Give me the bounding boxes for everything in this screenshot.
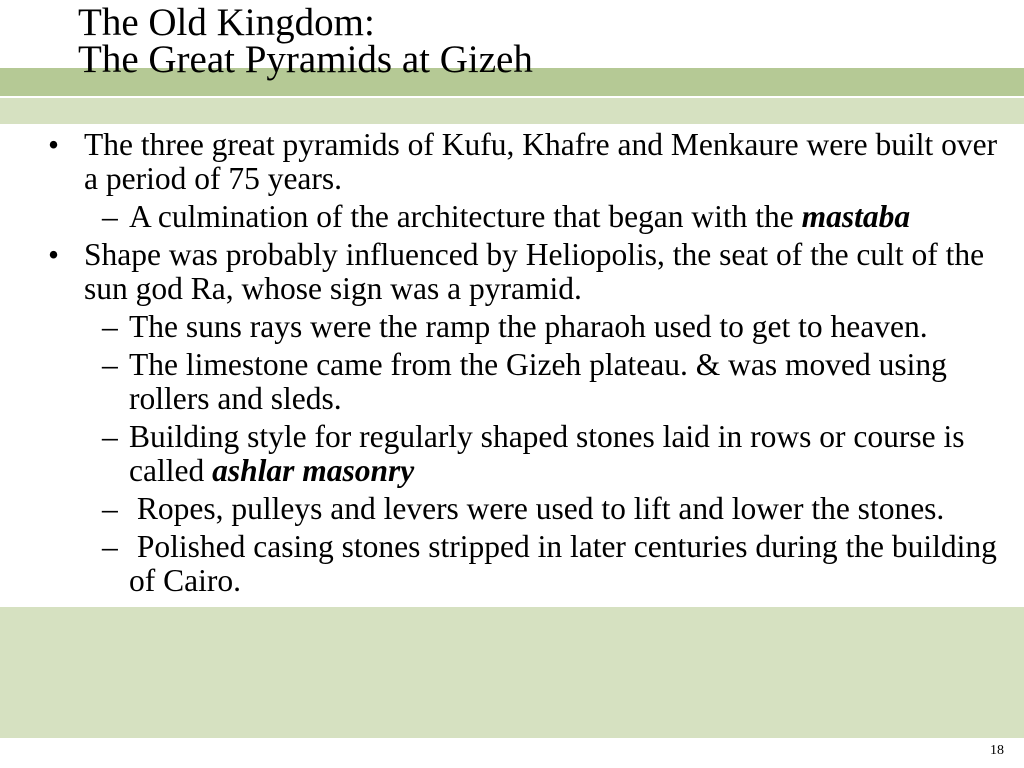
emphasis-mastaba: mastaba — [801, 199, 911, 234]
sub-bullet-text: The suns rays were the ramp the pharaoh used to get to heaven. — [129, 309, 928, 344]
title-band-divider — [0, 96, 1024, 98]
dash-marker: – — [102, 347, 118, 382]
sub-bullet-ropes — [102, 492, 998, 526]
slide-title — [78, 1, 533, 81]
bullet-pyramids-built — [48, 128, 998, 196]
slide-title-line-1: The Old Kingdom: — [78, 1, 375, 44]
dash-marker: – — [102, 491, 118, 526]
dash-marker: – — [102, 419, 118, 454]
bottom-band — [0, 607, 1024, 738]
sub-bullet-sun-rays — [102, 310, 998, 344]
page-number: 18 — [990, 743, 1004, 758]
sub-bullet-text: Polished casing stones stripped in later centuries during the building of Cairo. — [129, 529, 1005, 598]
sub-bullet-casing-stones — [102, 529, 1005, 598]
bullet-shape-heliopolis — [48, 238, 998, 306]
sub-bullet-text: A culmination of the architecture that began with the — [129, 199, 802, 234]
sub-bullet-text: Building style for regularly shaped stones laid in rows or course is called — [129, 419, 965, 488]
slide-content — [48, 127, 1005, 598]
dash-marker: – — [102, 199, 118, 234]
sub-bullet-ashlar — [102, 420, 998, 488]
bullet-marker: • — [48, 127, 60, 162]
bullet-text: The three great pyramids of Kufu, Khafre and Menkaure were built over a period of 75 years. — [84, 127, 998, 196]
emphasis-ashlar-masonry: ashlar masonry — [212, 453, 415, 488]
sub-bullet-text: Ropes, pulleys and levers were used to lift and lower the stones. — [129, 491, 945, 526]
sub-bullet-text: The limestone came from the Gizeh plateau. & was moved using rollers and sleds. — [129, 347, 947, 416]
bullet-text: Shape was probably influenced by Heliopolis, the seat of the cult of the sun god Ra, whose sign was a pyramid. — [84, 237, 985, 306]
slide-title-line-2: The Great Pyramids at Gizeh — [78, 38, 533, 81]
sub-bullet-limestone — [102, 348, 998, 416]
bullet-marker: • — [48, 237, 60, 272]
dash-marker: – — [102, 309, 118, 344]
sub-bullet-culmination — [102, 200, 998, 234]
dash-marker: – — [102, 529, 118, 564]
